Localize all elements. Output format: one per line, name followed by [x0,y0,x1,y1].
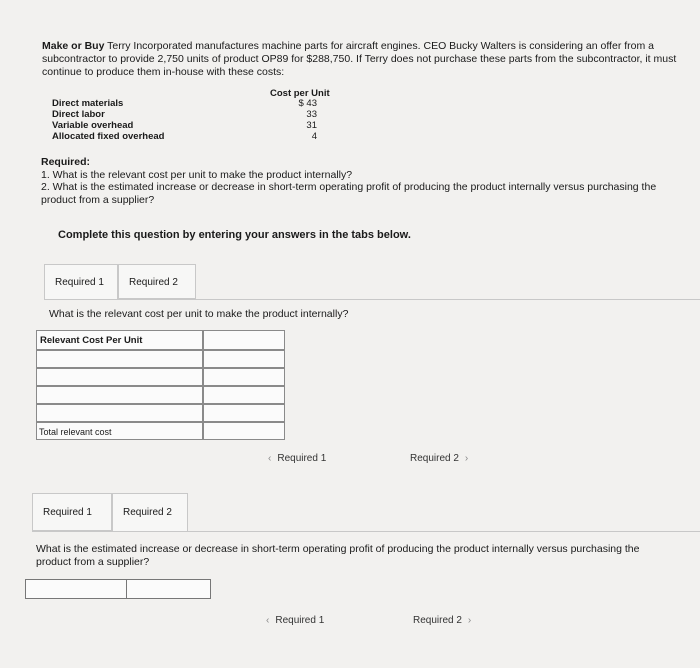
profit-amount-input[interactable] [25,579,127,599]
nav-next-1[interactable] [410,453,474,464]
cost-row-value: 33 [306,109,317,120]
cost-item-input[interactable] [36,350,203,368]
nav-prev-label: Required 1 [277,453,327,464]
cost-row-value: 4 [311,131,317,142]
tab-divider [32,531,700,532]
cost-amount-input[interactable] [203,350,285,368]
chevron-left-icon: ‹ [266,615,270,626]
cost-row-label: Direct labor [52,109,105,120]
grid-header-value [203,330,285,350]
chevron-right-icon: › [467,615,472,626]
problem-text: Terry Incorporated manufactures machine parts for aircraft engines. CEO Bucky Walters is considering an offer from a subcontractor to provide 2,750 units of product OP89 for $288,750. If Terry does not purchase these parts from the subcontractor, it must continue to produce them in-house with these costs: [42,40,677,78]
cost-row-label: Direct materials [52,98,124,109]
problem-title: Make or Buy [42,40,105,52]
cost-row-label: Variable overhead [52,120,134,131]
nav-prev-1[interactable] [262,453,326,464]
cost-table-header: Cost per Unit [270,88,330,99]
cost-item-input[interactable] [36,386,203,404]
question-1: What is the relevant cost per unit to make the product internally? [49,308,349,320]
cost-item-input[interactable] [36,404,203,422]
chevron-left-icon: ‹ [268,453,272,464]
tab-required-2[interactable]: Required 2 [112,493,188,532]
required-title: Required: [41,156,91,168]
nav-next-label: Required 2 [413,615,462,626]
nav-prev-label: Required 1 [275,615,325,626]
cost-amount-input[interactable] [203,368,285,386]
tab-required-1[interactable]: Required 1 [44,264,118,300]
cost-item-input[interactable] [36,368,203,386]
total-relevant-cost-input[interactable] [203,422,285,440]
question-2: What is the estimated increase or decrease in short-term operating profit of producing the product internally versus purchasing the product from a supplier? [36,543,640,568]
cost-row-label: Allocated fixed overhead [52,131,165,142]
instruction-text: Complete this question by entering your answers in the tabs below. [58,229,411,241]
tab-required-2[interactable]: Required 2 [118,264,196,299]
nav-prev-2[interactable] [260,615,324,626]
profit-answer-row [25,579,211,599]
cost-row-value: $ 43 [298,98,317,109]
cost-amount-input[interactable] [203,386,285,404]
nav-next-label: Required 2 [410,453,459,464]
required-item-1: 1. What is the relevant cost per unit to make the product internally? [41,168,353,181]
relevant-cost-grid [36,330,285,440]
grid-header-label: Relevant Cost Per Unit [36,330,203,350]
problem-intro [42,40,682,79]
chevron-right-icon: › [464,453,469,464]
tab-required-1[interactable]: Required 1 [32,493,112,531]
profit-direction-input[interactable] [126,579,211,599]
required-item-2: 2. What is the estimated increase or decrease in short-term operating profit of producing the product internally versus purchasing the product from a supplier? [41,181,657,206]
tab-divider [44,299,700,300]
total-relevant-cost-label: Total relevant cost [36,422,203,440]
cost-amount-input[interactable] [203,404,285,422]
cost-row-value: 31 [306,120,317,131]
nav-next-2[interactable] [413,615,477,626]
required-block [41,156,681,206]
